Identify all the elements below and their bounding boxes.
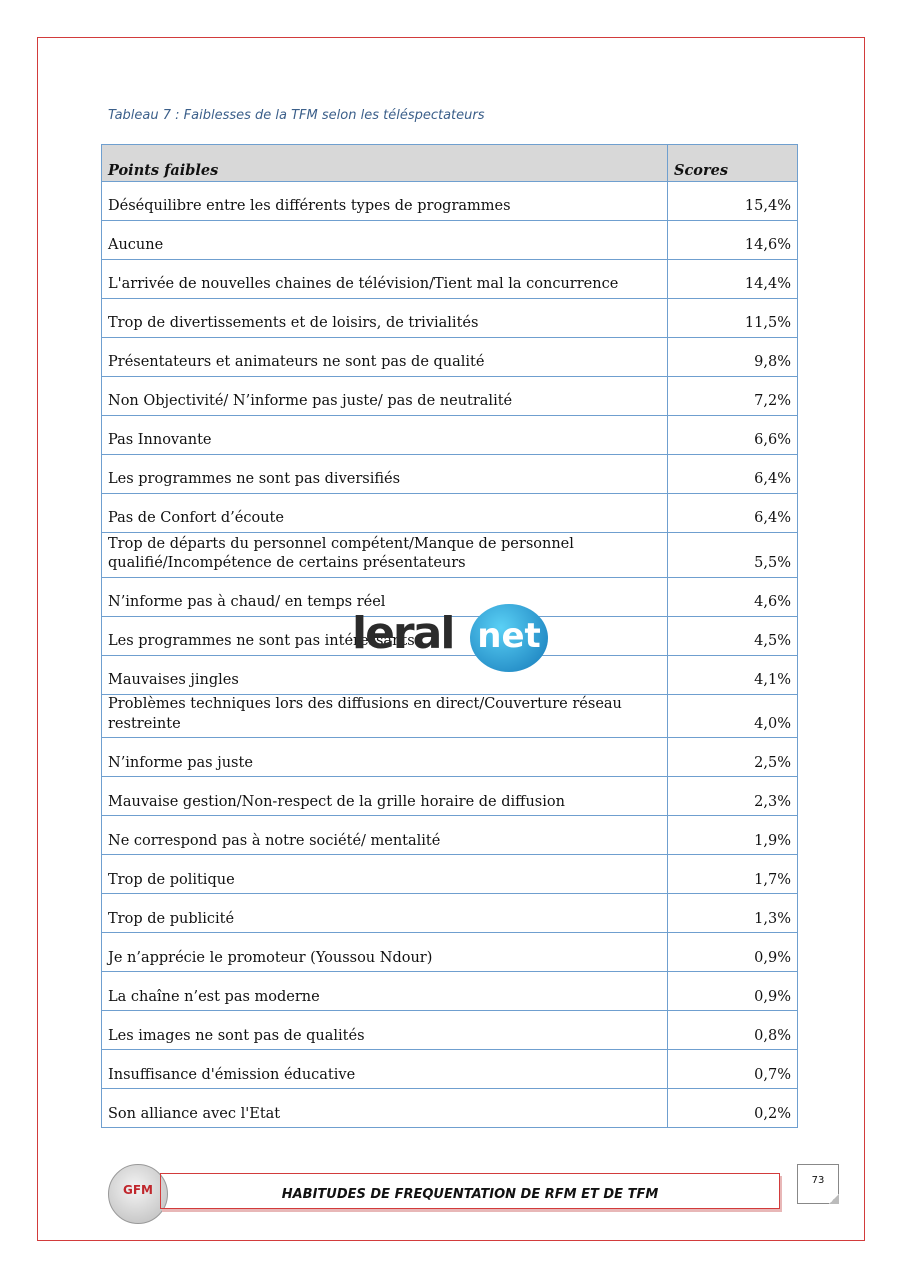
weakness-point: Trop de départs du personnel compétent/Manque de personnel qualifié/Incompétence de certains présentateurs xyxy=(102,533,668,578)
weakness-score: 7,2% xyxy=(668,377,798,416)
weakness-point: Trop de publicité xyxy=(102,894,668,933)
table-row xyxy=(102,1089,798,1128)
table-row xyxy=(102,738,798,777)
weakness-score: 4,1% xyxy=(668,656,798,695)
weakness-point: Trop de divertissements et de loisirs, de trivialités xyxy=(102,299,668,338)
table-row xyxy=(102,816,798,855)
weakness-score: 0,9% xyxy=(668,972,798,1011)
table-row xyxy=(102,855,798,894)
gfm-logo-icon xyxy=(108,1164,168,1224)
weakness-point: Présentateurs et animateurs ne sont pas de qualité xyxy=(102,338,668,377)
weakness-score: 4,0% xyxy=(668,695,798,738)
table-caption: Tableau 7 : Faiblesses de la TFM selon les téléspectateurs xyxy=(108,108,485,123)
weakness-point: Déséquilibre entre les différents types de programmes xyxy=(102,182,668,221)
weakness-point: Mauvaises jingles xyxy=(102,656,668,695)
weakness-score: 4,5% xyxy=(668,617,798,656)
weakness-point: Son alliance avec l'Etat xyxy=(102,1089,668,1128)
weakness-point: Pas Innovante xyxy=(102,416,668,455)
weakness-point: Pas de Confort d’écoute xyxy=(102,494,668,533)
watermark-logo xyxy=(352,604,552,674)
weakness-score: 1,9% xyxy=(668,816,798,855)
weakness-score: 0,9% xyxy=(668,933,798,972)
weakness-point: Non Objectivité/ N’informe pas juste/ pas de neutralité xyxy=(102,377,668,416)
weakness-point: La chaîne n’est pas moderne xyxy=(102,972,668,1011)
weakness-score: 15,4% xyxy=(668,182,798,221)
weakness-score: 6,4% xyxy=(668,455,798,494)
table-row xyxy=(102,695,798,738)
weakness-score: 9,8% xyxy=(668,338,798,377)
weakness-point: Mauvaise gestion/Non-respect de la grille horaire de diffusion xyxy=(102,777,668,816)
weakness-score: 2,5% xyxy=(668,738,798,777)
weakness-score: 6,6% xyxy=(668,416,798,455)
weakness-score: 11,5% xyxy=(668,299,798,338)
header-scores: Scores xyxy=(668,145,798,182)
table-row xyxy=(102,455,798,494)
table-row xyxy=(102,338,798,377)
table-row xyxy=(102,972,798,1011)
watermark-leral-text: leral xyxy=(352,608,454,659)
table-row xyxy=(102,494,798,533)
weakness-point: Les programmes ne sont pas diversifiés xyxy=(102,455,668,494)
watermark-net-badge: net xyxy=(470,604,548,672)
table-row xyxy=(102,933,798,972)
table-row xyxy=(102,1011,798,1050)
weakness-score: 14,6% xyxy=(668,221,798,260)
weakness-point: Ne correspond pas à notre société/ mentalité xyxy=(102,816,668,855)
weakness-point: Insuffisance d'émission éducative xyxy=(102,1050,668,1089)
table-row xyxy=(102,894,798,933)
weakness-point: Trop de politique xyxy=(102,855,668,894)
weakness-point: N’informe pas juste xyxy=(102,738,668,777)
weakness-score: 6,4% xyxy=(668,494,798,533)
table-row xyxy=(102,260,798,299)
table-row xyxy=(102,182,798,221)
weakness-point: L'arrivée de nouvelles chaines de télévision/Tient mal la concurrence xyxy=(102,260,668,299)
weakness-score: 1,7% xyxy=(668,855,798,894)
weakness-point: Problèmes techniques lors des diffusions en direct/Couverture réseau restreinte xyxy=(102,695,668,738)
weakness-score: 2,3% xyxy=(668,777,798,816)
weakness-point: N’informe pas à chaud/ en temps réel xyxy=(102,578,668,617)
weakness-score: 1,3% xyxy=(668,894,798,933)
weakness-score: 0,7% xyxy=(668,1050,798,1089)
gfm-logo-text: GFM xyxy=(123,1183,153,1197)
weakness-point: Les images ne sont pas de qualités xyxy=(102,1011,668,1050)
table-row xyxy=(102,221,798,260)
weakness-score: 0,8% xyxy=(668,1011,798,1050)
weakness-score: 0,2% xyxy=(668,1089,798,1128)
table-row xyxy=(102,377,798,416)
page-number: 73 xyxy=(797,1164,839,1204)
weakness-point: Aucune xyxy=(102,221,668,260)
weakness-point: Je n’apprécie le promoteur (Youssou Ndour) xyxy=(102,933,668,972)
weakness-score: 5,5% xyxy=(668,533,798,578)
weakness-score: 14,4% xyxy=(668,260,798,299)
table-row xyxy=(102,416,798,455)
footer-title: HABITUDES DE FREQUENTATION DE RFM ET DE TFM xyxy=(281,1187,659,1202)
weakness-score: 4,6% xyxy=(668,578,798,617)
header-points: Points faibles xyxy=(102,145,668,182)
table-row xyxy=(102,299,798,338)
table-header-row xyxy=(102,145,798,182)
table-row xyxy=(102,777,798,816)
table-row xyxy=(102,1050,798,1089)
table-row xyxy=(102,533,798,578)
weakness-point: Les programmes ne sont pas intéressants xyxy=(102,617,668,656)
